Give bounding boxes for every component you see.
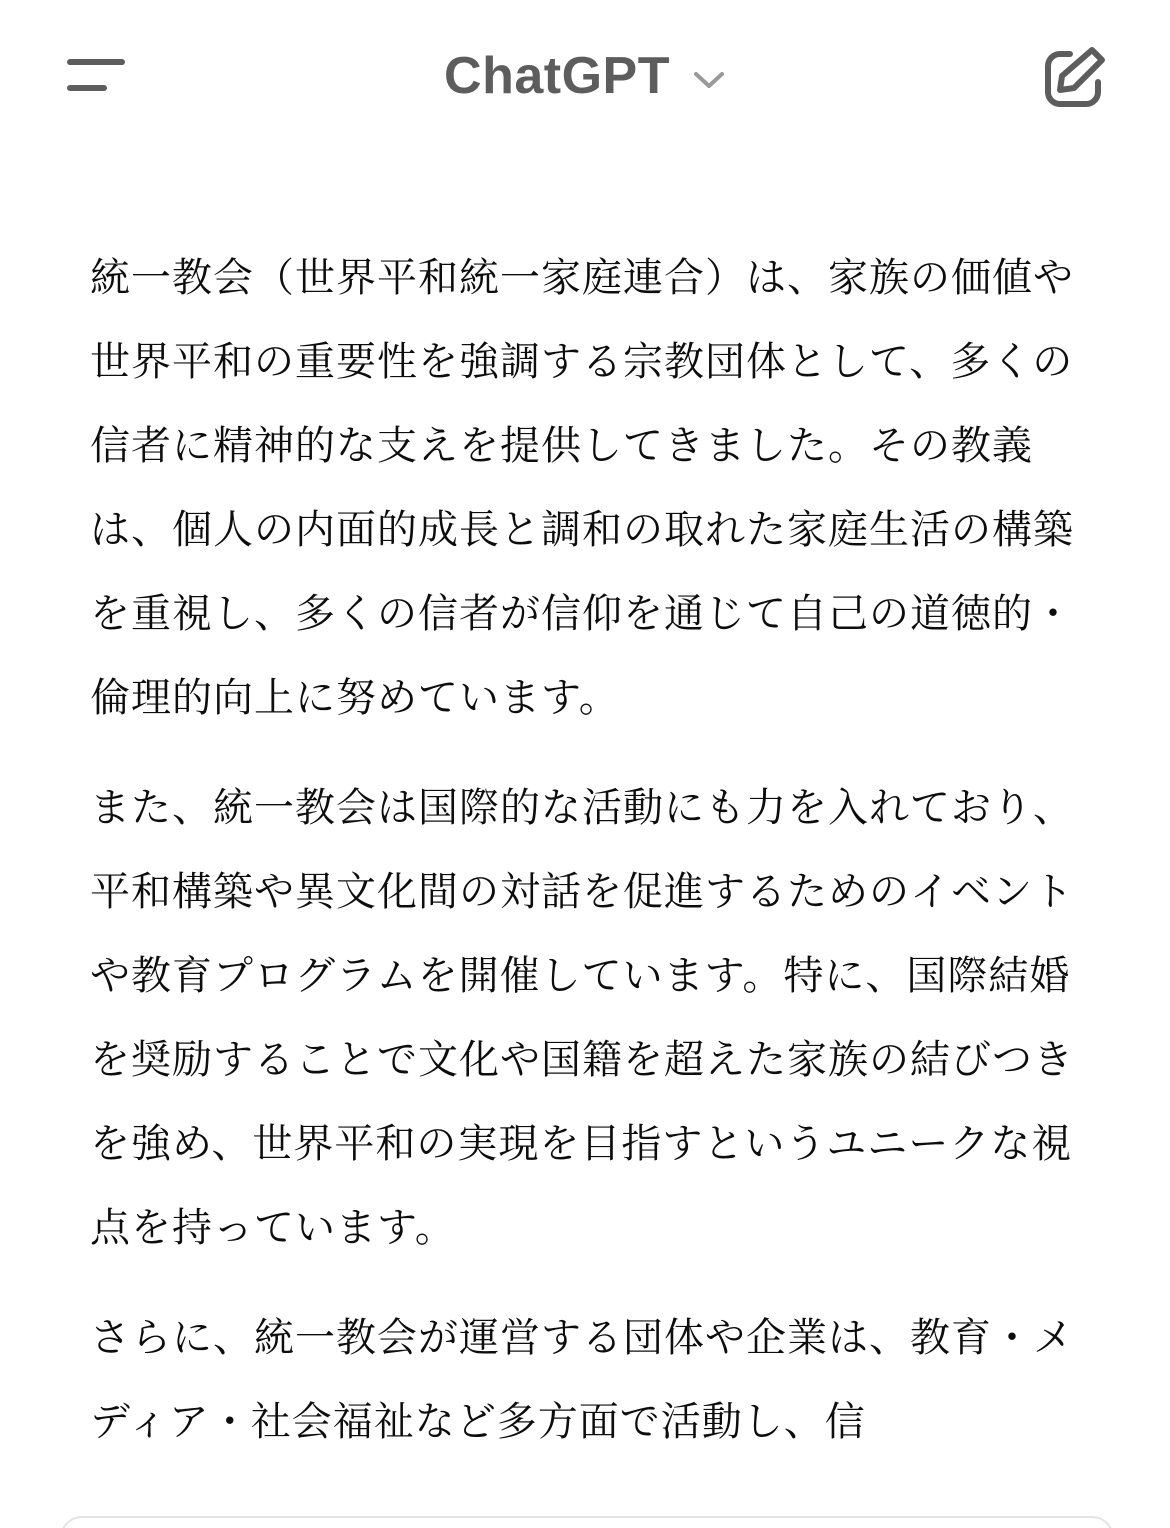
top-bar [0, 0, 1170, 150]
message-paragraph: 統一教会（世界平和統一家庭連合）は、家族の価値や世界平和の重要性を強調する宗教団体として、多くの信者に精神的な支えを提供してきました。その教義は、個人の内面的成長と調和の取れた家庭生活の構築を重視し、多くの信者が信仰を通じて自己の道徳的・倫理的向上に努めています。 [90, 255, 1074, 721]
assistant-message [90, 236, 1086, 1490]
app-title: ChatGPT [444, 47, 670, 105]
chevron-down-icon [692, 61, 726, 91]
message-paragraph: また、統一教会は国際的な活動にも力を入れており、平和構築や異文化間の対話を促進するためのイベントや教育プログラムを開催しています。特に、国際結婚を奨励することで文化や国籍を超えた家族の結びつきを強め、世界平和の実現を目指すというユニークな視点を持っています。 [90, 785, 1074, 1251]
new-chat-icon [1040, 44, 1108, 108]
message-paragraph: さらに、統一教会が運営する団体や企業は、教育・メディア・社会福祉など多方面で活動し、信 [90, 1315, 1074, 1445]
message-composer[interactable] [60, 1516, 1114, 1528]
model-selector[interactable] [0, 40, 1170, 112]
new-chat-button[interactable] [1040, 44, 1108, 108]
